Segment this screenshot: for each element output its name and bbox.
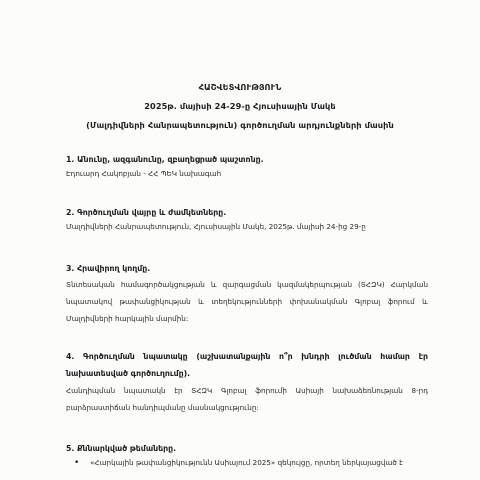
- section-3: [66, 262, 428, 327]
- section-body: Տնտեսական համագործակցության և զարգացման կազմակերպության (ՏՀԶԿ) Հարկման նպատակով թափանցիկության և տեղեկությունների փոխանակման Գլոբալ ֆորում և Մալդիվների հարկային մարմին:: [66, 280, 428, 323]
- section-heading: 3. Հրավիրող կողմը.: [66, 264, 151, 273]
- section-body: Մալդիվների Հանրապետություն, Հյուսիսային Մակե, 2025թ. մայիսի 24-ից 29-ը: [66, 222, 366, 231]
- section-heading: 2. Գործուղման վայրը և ժամկետները.: [66, 208, 227, 217]
- section-body: Հանդիպման նպատակն էր ՏՀԶԿ Գլոբալ ֆորումի Ասիայի նախաձեռնության 8-րդ բարձրաստիճան հանդիպմանը մասնակցությունը:: [66, 386, 428, 412]
- section-heading: 4. Գործուղման նպատակը (աշխատանքային ո՞ր խնդրի լուծման համար էր նախատեսված գործուղումը).: [66, 352, 428, 378]
- bullet-dot-icon: •: [74, 458, 80, 468]
- section-heading: 1. Անունը, ազգանունը, զբաղեցրած պաշտոնը.: [66, 155, 264, 164]
- section-2: [66, 206, 428, 234]
- list-item: [74, 456, 428, 470]
- section-heading: 5. Քննարկված թեմաները.: [66, 444, 177, 453]
- section-1: [66, 153, 428, 181]
- report-title: ՀԱՇՎԵՏՎՈՒԹՅՈՒՆ: [198, 82, 282, 92]
- document-title: [0, 78, 480, 135]
- section-4: [66, 348, 428, 416]
- report-subject: (Մալդիվների Հանրապետություն) գործուղման արդյունքների մասին: [86, 120, 394, 130]
- section-body: Էդուարդ Հակոբյան - ՀՀ ՊԵԿ նախագահ: [66, 169, 222, 178]
- report-date-place: 2025թ. մայիսի 24-29-ը Հյուսիսային Մակե: [144, 101, 336, 111]
- section-5: [66, 442, 428, 470]
- list-item-text: «Հարկային թափանցիկությունն Ասիայում 2025» զեկույցը, որտեղ ներկայացված է: [90, 458, 403, 467]
